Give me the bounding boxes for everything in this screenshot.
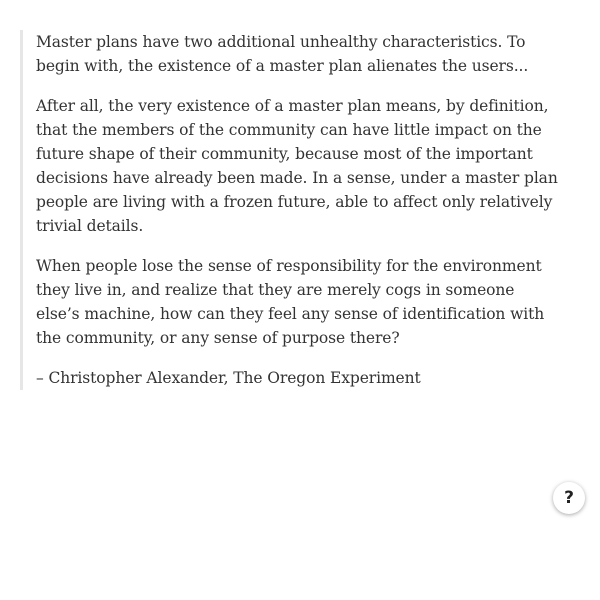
question-mark-icon: ? xyxy=(564,487,574,508)
blockquote xyxy=(20,30,560,390)
quote-paragraph-1: Master plans have two additional unhealthy characteristics. To begin with, the existence of a master plan alienates the users... xyxy=(36,33,529,75)
quote-paragraph-3: When people lose the sense of responsibility for the environment they live in, and realize that they are merely cogs in someone else’s machine, how can they feel any sense of identification with the community, or any sense of purpose there? xyxy=(36,257,545,347)
quote-attribution: – Christopher Alexander, The Oregon Experiment xyxy=(36,369,421,387)
quote-paragraph-2: After all, the very existence of a master plan means, by definition, that the members of the community can have little impact on the future shape of their community, because most of the important decisions have already been made. In a sense, under a master plan people are living with a frozen future, able to affect only relatively trivial details. xyxy=(36,97,558,235)
help-button[interactable] xyxy=(553,482,585,514)
